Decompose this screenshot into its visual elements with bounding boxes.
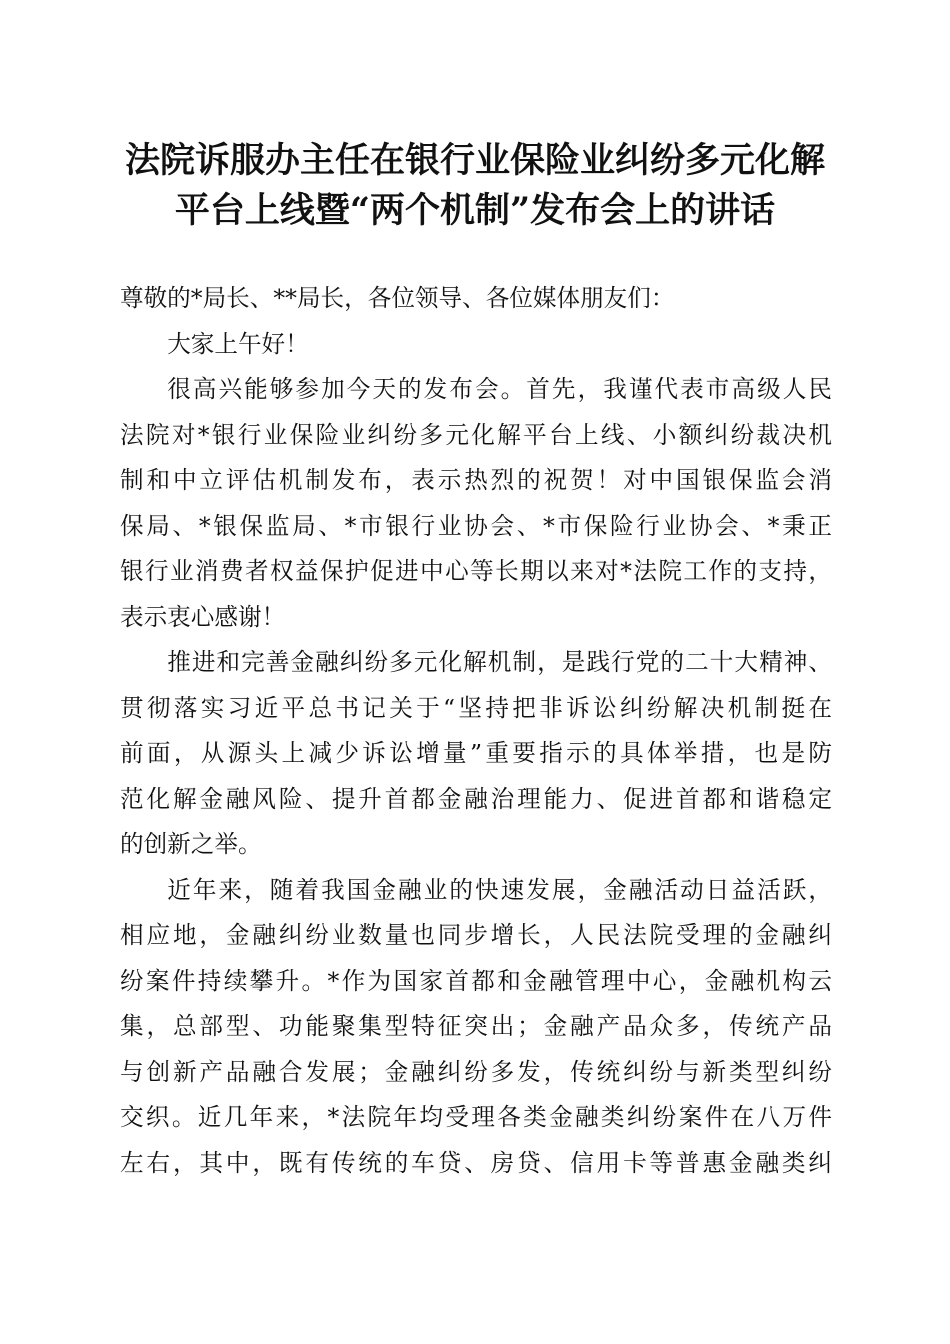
paragraph-line: 左右，其中，既有传统的车贷、房贷、信用卡等普惠金融类纠	[120, 1148, 832, 1177]
paragraph-1	[120, 367, 832, 640]
paragraph-line: 范化解金融风险、提升首都金融治理能力、促进首都和谐稳定	[120, 784, 832, 813]
document-body	[120, 276, 832, 1186]
paragraph-line: 近年来，随着我国金融业的快速发展，金融活动日益活跃，	[167, 875, 832, 904]
paragraph-line: 很高兴能够参加今天的发布会。首先，我谨代表市高级人民	[167, 375, 832, 403]
paragraph-line: 的创新之举。	[120, 830, 262, 858]
paragraph-line: 表示衷心感谢！	[120, 602, 286, 631]
paragraph-line: 相应地，金融纠纷业数量也同步增长，人民法院受理的金融纠	[120, 921, 832, 949]
title-line: 法院诉服办主任在银行业保险业纠纷多元化解	[124, 140, 825, 181]
document-title	[60, 136, 890, 236]
paragraph-line: 与创新产品融合发展；金融纠纷多发，传统纠纷与新类型纠纷	[120, 1057, 832, 1086]
title-line: 平台上线暨“两个机制”发布会上的讲话	[174, 190, 776, 231]
paragraph-line: 制和中立评估机制发布，表示热烈的祝贺！对中国银保监会消	[120, 466, 832, 494]
paragraph-line: 法院对*银行业保险业纠纷多元化解平台上线、小额纠纷裁决机	[120, 420, 832, 449]
paragraph-line: 前面，从源头上减少诉讼增量”重要指示的具体举措，也是防	[120, 739, 832, 767]
paragraph-line: 推进和完善金融纠纷多元化解机制，是践行党的二十大精神、	[167, 648, 832, 676]
paragraph-3	[120, 868, 832, 1187]
paragraph-2	[120, 640, 832, 868]
paragraph-line: 纷案件持续攀升。*作为国家首都和金融管理中心，金融机构云	[120, 966, 832, 995]
salutation: 尊敬的*局长、**局长，各位领导、各位媒体朋友们：	[120, 284, 675, 312]
paragraph-line: 集，总部型、功能聚集型特征突出；金融产品众多，传统产品	[120, 1012, 832, 1040]
paragraph-line: 交织。近几年来，*法院年均受理各类金融类纠纷案件在八万件	[120, 1103, 832, 1131]
paragraph-line: 银行业消费者权益保护促进中心等长期以来对*法院工作的支持，	[120, 557, 832, 585]
greeting: 大家上午好！	[167, 329, 309, 358]
paragraph-line: 保局、*银保监局、*市银行业协会、*市保险行业协会、*秉正	[120, 511, 832, 540]
paragraph-line: 贯彻落实习近平总书记关于“坚持把非诉讼纠纷解决机制挺在	[120, 693, 832, 722]
